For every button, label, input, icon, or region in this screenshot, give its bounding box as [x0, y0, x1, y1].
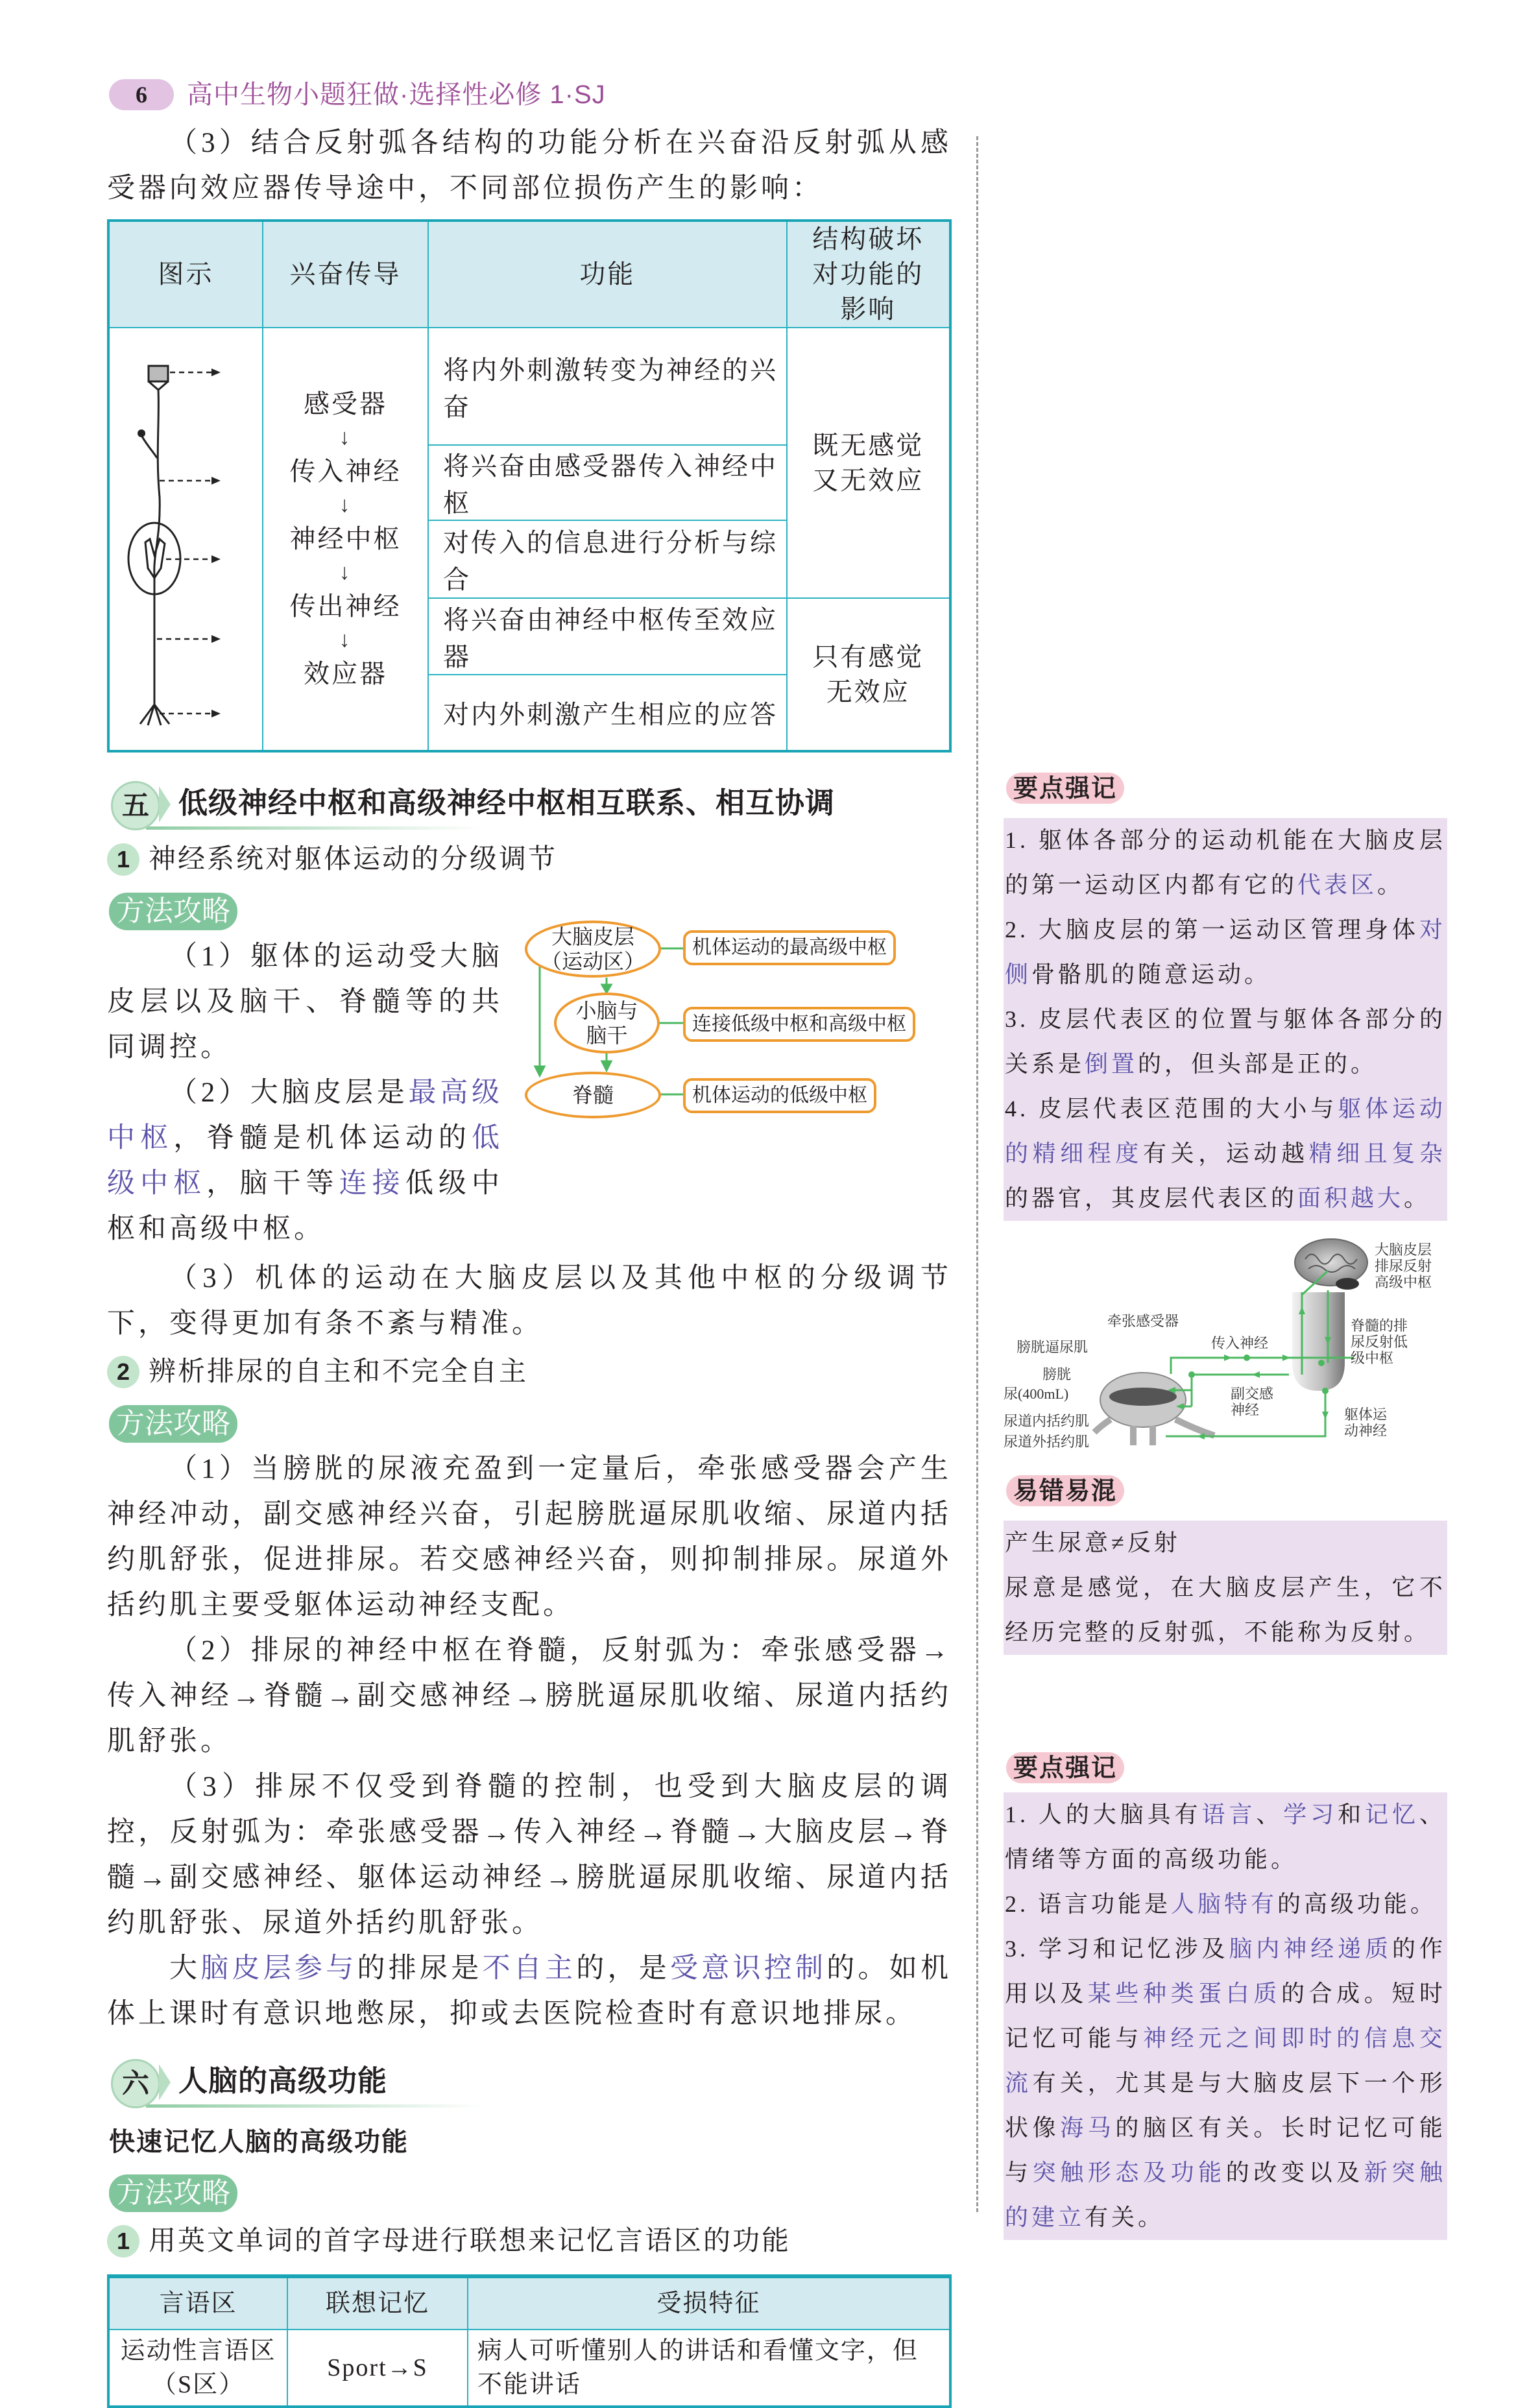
subheading-text: 神经系统对躯体运动的分级调节: [149, 845, 558, 874]
heading-underline: [146, 2104, 483, 2108]
arrow-down-icon: ↓: [339, 628, 352, 652]
urination-text-block: [107, 1447, 952, 2037]
somatic-motor-label: [1344, 1406, 1387, 1439]
arrow-down-icon: ↓: [339, 493, 352, 517]
text-segment: 的器官，其皮层代表区的: [1005, 1185, 1298, 1211]
chevron-icon: [159, 786, 171, 823]
node-cerebral-cortex: [525, 921, 661, 978]
role-box: 机体运动的最高级中枢: [683, 930, 896, 965]
sub-number-badge: 1: [107, 2225, 139, 2258]
method-label: 方法攻略: [109, 1405, 237, 1443]
paragraph-urination-1: [107, 1447, 952, 1628]
text-segment: 有关。: [1085, 2204, 1165, 2230]
table-header: 联想记忆: [287, 2276, 468, 2330]
label-line: 神经: [1231, 1402, 1260, 1418]
heading-underline: [146, 826, 483, 830]
highlighted-text: 对侧: [1005, 917, 1446, 987]
function-cell: 对传入的信息进行分析与综合: [428, 520, 787, 598]
table-header: 图示: [108, 221, 263, 328]
reflex-arc-table: [107, 219, 952, 752]
section-heading-5: [107, 778, 911, 830]
text-segment: 和: [1338, 1801, 1366, 1827]
text-segment: 1. 躯体各部分的运动机能在大脑皮层的第一运动区内都有它的: [1005, 827, 1446, 898]
method-label: 方法攻略: [109, 2174, 237, 2212]
sub-number-badge: 1: [107, 843, 139, 876]
motor-section: [107, 925, 952, 1252]
section-number-badge: 五: [111, 781, 160, 830]
parasympathetic-label: [1231, 1386, 1273, 1418]
function-cell: 将兴奋由神经中枢传至效应器: [428, 598, 787, 675]
key-point: [1005, 997, 1446, 1087]
bold-heading: 快速记忆人脑的高级功能: [109, 2127, 409, 2157]
subheading-text: 辨析排尿的自主和不完全自主: [149, 1357, 529, 1387]
role-box: 机体运动的低级中枢: [683, 1078, 876, 1113]
table-cell: 运动性言语区（S区）: [108, 2330, 287, 2407]
excitation-flow: [271, 387, 420, 691]
common-mistakes-box: [1004, 1521, 1447, 1655]
table-header-row: [108, 2276, 950, 2330]
function-cell: 对内外刺激产生相应的应答: [428, 675, 787, 751]
key-point: [1005, 818, 1446, 908]
text-segment: 尿意是感觉，在大脑皮层产生，它不经历完整的反射弧，不能称为反射。: [1005, 1574, 1446, 1645]
highlighted-text: 突触形态及功能: [1032, 2160, 1226, 2185]
table-header: 受损特征: [468, 2276, 950, 2330]
subheading-text: 用英文单词的首字母进行联想来记忆言语区的功能: [149, 2226, 791, 2256]
role-box: 连接低级中枢和高级中枢: [683, 1007, 915, 1042]
text-segment: 低级中枢和高级中枢。: [107, 1168, 503, 1244]
text-segment: 3. 学习和记忆涉及: [1005, 1936, 1229, 1962]
table-header: 言语区: [108, 2276, 287, 2330]
bladder-label: 膀胱: [1042, 1366, 1072, 1382]
effect-cell: 只有感觉无效应: [787, 598, 950, 751]
column-divider: [976, 136, 978, 2212]
text-segment: 的，是: [576, 1953, 670, 1984]
label-line: 尿反射低: [1351, 1334, 1408, 1350]
reflex-arc-neuron-figure: [121, 341, 250, 730]
subheading-3: [107, 2222, 952, 2261]
text-segment: 的改变以及: [1225, 2160, 1364, 2185]
highlighted-text: 最高级中枢: [107, 1078, 503, 1153]
text-segment: 、情绪等方面的高级功能。: [1005, 1801, 1446, 1872]
label-line: 脊髓的排: [1351, 1318, 1408, 1334]
method-label: 方法攻略: [109, 893, 237, 930]
common-mistakes-tag: 易错易混: [1006, 1475, 1124, 1506]
arrow-down-icon: ↓: [339, 560, 352, 584]
key-point: [1005, 1882, 1446, 1927]
table-cell: Sport→S: [287, 2330, 468, 2407]
highlighted-text: 不自主: [482, 1953, 577, 1984]
highlighted-text: 代表区: [1297, 872, 1378, 898]
text-segment: （3）机体的运动在大脑皮层以及其他中枢的分级调节下，变得更加有条不紊与精准。: [107, 1263, 952, 1339]
highlighted-text: 精细且复杂: [1308, 1140, 1446, 1166]
flow-step-effector: 效应器: [303, 659, 387, 688]
table-header-row: [108, 221, 950, 328]
key-points-box: [1004, 1792, 1447, 2240]
highlighted-text: 某些种类蛋白质: [1087, 1981, 1281, 2006]
brain-label: [1375, 1242, 1432, 1290]
text-segment: （3）排尿不仅受到脊髓的控制，也受到大脑皮层的调控，反射弧为：牵张感受器→传入神经→脊髓→大脑皮层→脊髓→副交感神经、躯体运动神经→膀胱逼尿肌收缩、尿道内括约肌舒张、尿道外括约肌舒张。: [107, 1772, 952, 1938]
motor-text-block: [107, 934, 503, 1252]
key-points-tag: 要点强记: [1006, 1752, 1124, 1783]
flow-step-afferent: 传入神经: [289, 457, 402, 486]
text-segment: 的作用以及: [1005, 1936, 1446, 2006]
subheading-1: [107, 841, 952, 880]
page-header: [107, 77, 952, 115]
node-label: （运动区）: [540, 950, 645, 973]
text-segment: 1. 人的大脑具有: [1005, 1801, 1202, 1827]
section-title: 低级神经中枢和高级神经中枢相互联系、相互协调: [178, 786, 836, 820]
table-row: [108, 328, 950, 445]
text-segment: 的。如机体上课时有意识地憋尿，抑或去医院检查时有意识地排尿。: [107, 1953, 952, 2029]
text-segment: 的，但头部是正的。: [1138, 1051, 1378, 1077]
mistake-text: [1005, 1565, 1446, 1655]
text-segment: ，脑干等: [206, 1168, 339, 1199]
afferent-nerve-label: 传入神经: [1211, 1335, 1269, 1351]
text-segment: （2）大脑皮层是: [169, 1078, 409, 1108]
text-segment: 有关，尤其是与大脑皮层下一个形状像: [1005, 2070, 1446, 2141]
mistake-title: [1005, 1521, 1446, 1565]
page-number: 6: [109, 79, 174, 110]
speech-area-table: [107, 2274, 952, 2408]
effect-cell: 既无感觉又无效应: [787, 328, 950, 598]
key-points-tag: 要点强记: [1006, 773, 1124, 804]
text-segment: 4. 皮层代表区范围的大小与: [1005, 1096, 1338, 1122]
highlighted-text: 语言: [1201, 1801, 1257, 1827]
section-title: 人脑的高级功能: [178, 2064, 388, 2098]
key-point: [1005, 1792, 1446, 1882]
external-sphincter-label: 尿道外括约肌: [1004, 1434, 1090, 1450]
paragraph-2: [107, 1070, 503, 1252]
urination-reflex-figure: [1004, 1230, 1447, 1470]
label-line: 排尿反射: [1375, 1258, 1432, 1274]
highlighted-text: 面积越大: [1297, 1185, 1404, 1211]
node-cerebellum-brainstem: [554, 993, 660, 1054]
text-segment: 。: [1377, 872, 1404, 898]
subheading-2: [107, 1353, 952, 1392]
highlighted-text: 脑内神经递质: [1229, 1936, 1393, 1962]
label-line: 副交感: [1231, 1386, 1274, 1402]
highlighted-text: 受意识控制: [670, 1953, 827, 1984]
flow-step-receptor: 感受器: [303, 389, 387, 418]
excitation-flow-cell: [263, 328, 428, 751]
paragraph-urination-4: [107, 1946, 952, 2037]
key-points-box: [1004, 818, 1447, 1221]
highlighted-text: 人脑特有: [1171, 1891, 1278, 1917]
text-segment: （1）躯体的运动受大脑皮层以及脑干、脊髓等的共同调控。: [107, 941, 503, 1063]
intro-paragraph: （3）结合反射弧各结构的功能分析在兴奋沿反射弧从感受器向效应器传导途中，不同部位损伤产生的影响：: [107, 128, 952, 204]
text-segment: 的高级功能。: [1277, 1891, 1438, 1917]
paragraph-1: [107, 934, 503, 1070]
section-heading-6: [107, 2056, 911, 2108]
flow-step-efferent: 传出神经: [289, 592, 402, 621]
text-segment: ，脊髓是机体运动的: [173, 1123, 472, 1153]
table-row: [108, 2330, 950, 2407]
reflex-arc-figure-cell: [108, 328, 263, 751]
text-segment: 。: [1404, 1185, 1431, 1211]
paragraph-urination-2: [107, 1628, 952, 1764]
highlighted-text: 连接: [339, 1168, 405, 1199]
highlighted-text: 新突触的建立: [1005, 2160, 1446, 2230]
internal-sphincter-label: 尿道内括约肌: [1004, 1413, 1090, 1429]
paragraph-urination-3: [107, 1764, 952, 1946]
node-label: 大脑皮层: [551, 925, 634, 948]
highlighted-text: 倒置: [1085, 1051, 1138, 1077]
key-point: [1005, 1087, 1446, 1221]
text-segment: 的合成。短时记忆可能与: [1005, 1981, 1446, 2051]
main-column: [107, 77, 952, 2408]
text-segment: 的脑区有关。长时记忆可能与: [1005, 2115, 1446, 2185]
node-spinal-cord: [525, 1072, 661, 1118]
highlighted-text: 脑皮层参与: [200, 1953, 357, 1984]
text-segment: 3. 皮层代表区的位置与躯体各部分的关系是: [1005, 1006, 1446, 1077]
text-segment: （2）排尿的神经中枢在脊髓，反射弧为：牵张感受器→传入神经→脊髓→副交感神经→膀胱逼尿肌收缩、尿道内括约肌舒张。: [107, 1635, 952, 1757]
highlighted-text: 低级中枢: [107, 1123, 503, 1199]
key-point: [1005, 1927, 1446, 2240]
text-segment: （1）当膀胱的尿液充盈到一定量后，牵张感受器会产生神经冲动，副交感神经兴奋，引起膀胱逼尿肌收缩、尿道内括约肌舒张，促进排尿。若交感神经兴奋，则抑制排尿。尿道外括约肌主要受躯体运动神经支配。: [107, 1454, 952, 1620]
highlighted-text: 记忆: [1365, 1801, 1419, 1827]
text-segment: 骨骼肌的随意运动。: [1031, 961, 1271, 987]
table-header: 结构破坏对功能的影响: [787, 221, 950, 328]
label-line: 高级中枢: [1375, 1274, 1432, 1290]
detrusor-label: 膀胱逼尿肌: [1017, 1339, 1089, 1355]
label-line: 躯体运: [1344, 1406, 1388, 1423]
text-segment: 2. 语言功能是: [1005, 1891, 1172, 1917]
sub-number-badge: 2: [107, 1356, 139, 1388]
text-segment: 有关，运动越: [1143, 1140, 1309, 1166]
highlighted-text: 神经元之间即时的信息交流: [1005, 2025, 1446, 2096]
arrow-down-icon: ↓: [339, 426, 352, 450]
text-segment: 、: [1256, 1801, 1284, 1827]
node-label: 小脑与脑干: [575, 999, 638, 1047]
node-label: 脊髓: [571, 1083, 614, 1107]
highlighted-text: 躯体运动的精细程度: [1005, 1096, 1446, 1166]
table-cell: 病人可听懂别人的讲话和看懂文字，但不能讲话: [468, 2330, 950, 2407]
text-segment: 产生尿意≠反射: [1005, 1530, 1181, 1556]
function-cell: 将兴奋由感受器传入神经中枢: [428, 445, 787, 520]
label-line: 大脑皮层: [1375, 1242, 1432, 1258]
table-header: 兴奋传导: [263, 221, 428, 328]
text-segment: 2. 大脑皮层的第一运动区管理身体: [1005, 917, 1419, 943]
highlighted-text: 海马: [1060, 2115, 1116, 2141]
spinal-cord-icon: [1292, 1292, 1345, 1391]
label-line: 动神经: [1344, 1423, 1388, 1439]
chevron-icon: [159, 2064, 171, 2101]
motor-hierarchy-diagram: [520, 915, 952, 1129]
flow-step-center: 神经中枢: [289, 524, 402, 553]
section-number-badge: 六: [111, 2059, 160, 2108]
function-cell: 将内外刺激转变为神经的兴奋: [428, 328, 787, 445]
text-segment: 大: [169, 1953, 201, 1984]
text-segment: 的排尿是: [357, 1953, 483, 1984]
brain-icon: [1295, 1239, 1367, 1286]
spinal-cord-label: [1351, 1318, 1408, 1366]
label-line: 级中枢: [1351, 1350, 1394, 1366]
paragraph-3: [107, 1256, 952, 1347]
stretch-receptor-label: 牵张感受器: [1107, 1313, 1179, 1329]
highlighted-text: 学习: [1283, 1801, 1338, 1827]
urine-label: 尿(400mL): [1004, 1386, 1069, 1402]
book-title: 高中生物小题狂做·选择性必修 1·SJ: [187, 80, 606, 109]
key-point: [1005, 908, 1446, 997]
table-header: 功能: [428, 221, 787, 328]
sidebar: [1004, 773, 1447, 2240]
